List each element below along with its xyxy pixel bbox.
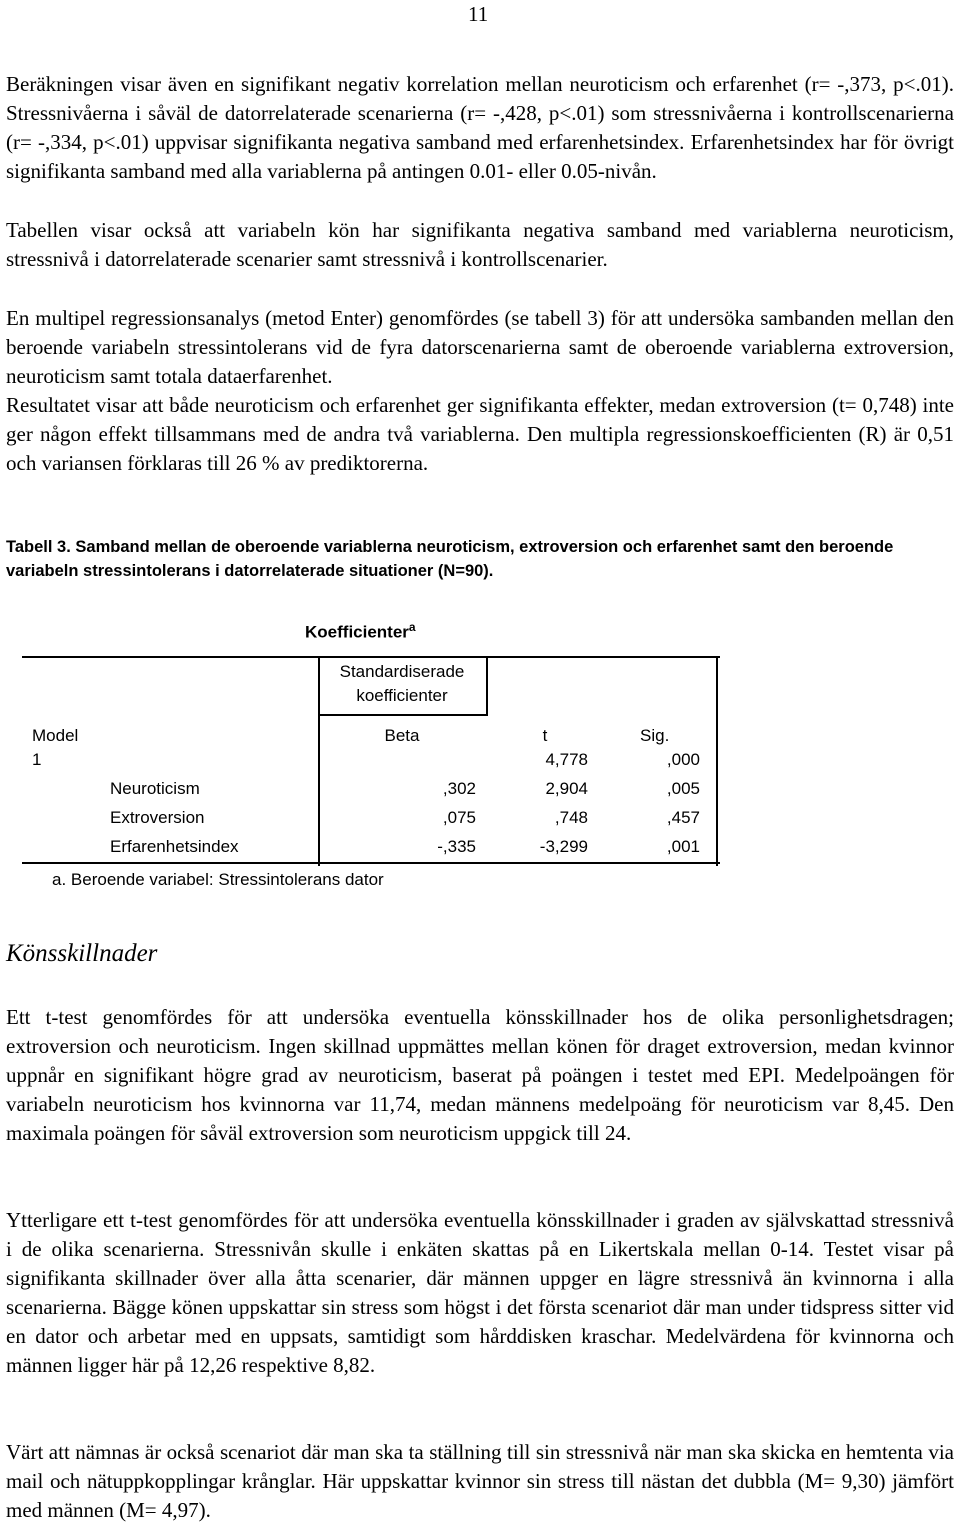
table-title-text: Koefficienter (305, 622, 409, 642)
column-header-model: Model (32, 726, 79, 745)
table-row-label: Erfarenhetsindex (110, 837, 239, 856)
table-cell-sig: ,000 (666, 750, 700, 769)
paragraph-personality-ttest: Ett t-test genomfördes för att undersöka eventuella könsskillnader hos de olika personlighetsdragen; extroversion och neuroticism. Ingen skillnad uppmättes mellan könen för draget extroversion, medan kvinnor uppnår en signifikant högre grad av neuroticism, baserat på poängen i testet med EPI. Medelpoängen för variabeln neuroticism hos kvinnorna var 11,74, medan männens medelpoäng för neuroticism var 8,45. Den maximala poängen för såväl extroversion som neuroticism uppgick till 24. (6, 1005, 954, 1145)
table-caption: Tabell 3. Samband mellan de oberoende variablerna neuroticism, extroversion och erfarenhet samt den beroende variabeln stressintolerans i datorrelaterade situationer (N=90). (6, 538, 894, 580)
table-right-border (716, 656, 718, 866)
footnote-text: Beroende variabel: Stressintolerans dator (70, 870, 384, 889)
table-cell-beta: -,335 (437, 837, 476, 856)
table-cell-beta: ,075 (442, 808, 476, 827)
table-cell-beta: ,302 (442, 779, 476, 798)
column-header-sig: Sig. (640, 726, 670, 745)
table-title (305, 620, 416, 643)
section-heading: Könsskillnader (6, 940, 158, 967)
table-cell-t: ,748 (554, 808, 588, 827)
paragraph-regression-result: Resultatet visar att både neuroticism och erfarenhet ger signifikanta effekter, medan extroversion (t= 0,748) inte ger någon effekt tillsammans med de andra två variablerna. Den multipla regressionskoefficienten (R) är 0,51 och variansen förklaras till 26 % av prediktorerna. (6, 393, 954, 475)
table-top-border (22, 656, 720, 658)
footnote-marker: a. (52, 870, 67, 889)
table-row-label: Neuroticism (110, 779, 200, 798)
table-cell-sig: ,005 (666, 779, 700, 798)
paragraph-hometest-scenario: Värt att nämnas är också scenariot där man ska ta ställning till sin stressnivå när man ska skicka en hemtenta via mail och nätuppkopplingar krånglar. Här uppskattar kvinnor sin stress till nästan det dubbla (M= 9,30) jämfört med männen (M= 4,97). (6, 1440, 954, 1522)
table-title-superscript: a (408, 620, 416, 634)
paragraph-stress-ttest: Ytterligare ett t-test genomfördes för att undersöka eventuella könsskillnader i graden av självskattad stressnivå i de olika scenarierna. Stressnivån skulle i enkäten skattas på en Likertskala mellan 0-14. Testet visar på signifikanta skillnader över alla åtta scenarier, där männen uppger en lägre stressnivå än kvinnorna i alla scenarierna. Bägge könen uppskattar sin stress som högst i det första scenariot där man under tidspress sitter vid en dator och arbetar med en uppsats, samtidigt som hårddisken kraschar. Medelvärdena för kvinnorna och männen ligger här på 12,26 respektive 8,82. (6, 1208, 954, 1377)
paragraph-table-gender: Tabellen visar också att variabeln kön har signifikanta negativa samband med variablerna neuroticism, stressnivå i datorrelaterade scenarier samt stressnivå i kontrollscenarier. (6, 218, 954, 271)
table-row-label: Extroversion (110, 808, 205, 827)
table-cell-sig: ,001 (666, 837, 700, 856)
table-cell-t: 4,778 (545, 750, 588, 769)
model-number: 1 (32, 750, 42, 769)
page-number: 11 (468, 2, 489, 26)
table-footnote (52, 870, 384, 890)
group-header-divider (486, 656, 488, 716)
table-cell-t: 2,904 (545, 779, 588, 798)
column-header-beta: Beta (384, 726, 420, 745)
paragraph-correlation: Beräkningen visar även en signifikant negativ korrelation mellan neuroticism och erfarenhet (r= -,373, p<.01). Stressnivåerna i såväl de datorrelaterade scenarierna (r= -,428, p<.01) som stressnivåerna i kontrollscenarierna (r= -,334, p<.01) uppvisar signifikanta negativa samband med erfarenhetsindex. Erfarenhetsindex har för övrigt signifikanta samband med alla variablerna på antingen 0.01- eller 0.05-nivån. (6, 72, 954, 183)
group-header-underline (318, 714, 488, 716)
group-header-line1: Standardiserade (339, 662, 465, 681)
table-bottom-border (22, 862, 720, 864)
column-header-t: t (542, 726, 548, 745)
paragraph-regression-method: En multipel regressionsanalys (metod Enter) genomfördes (se tabell 3) för att undersöka sambanden mellan den beroende variabeln stressintolerans vid de fyra datorscenarierna samt de oberoende variablerna extroversion, neuroticism samt totala dataerfarenhet. (6, 306, 954, 388)
table-cell-t: -3,299 (539, 837, 588, 856)
group-header-line2: koefficienter (356, 686, 448, 705)
table-cell-sig: ,457 (666, 808, 700, 827)
